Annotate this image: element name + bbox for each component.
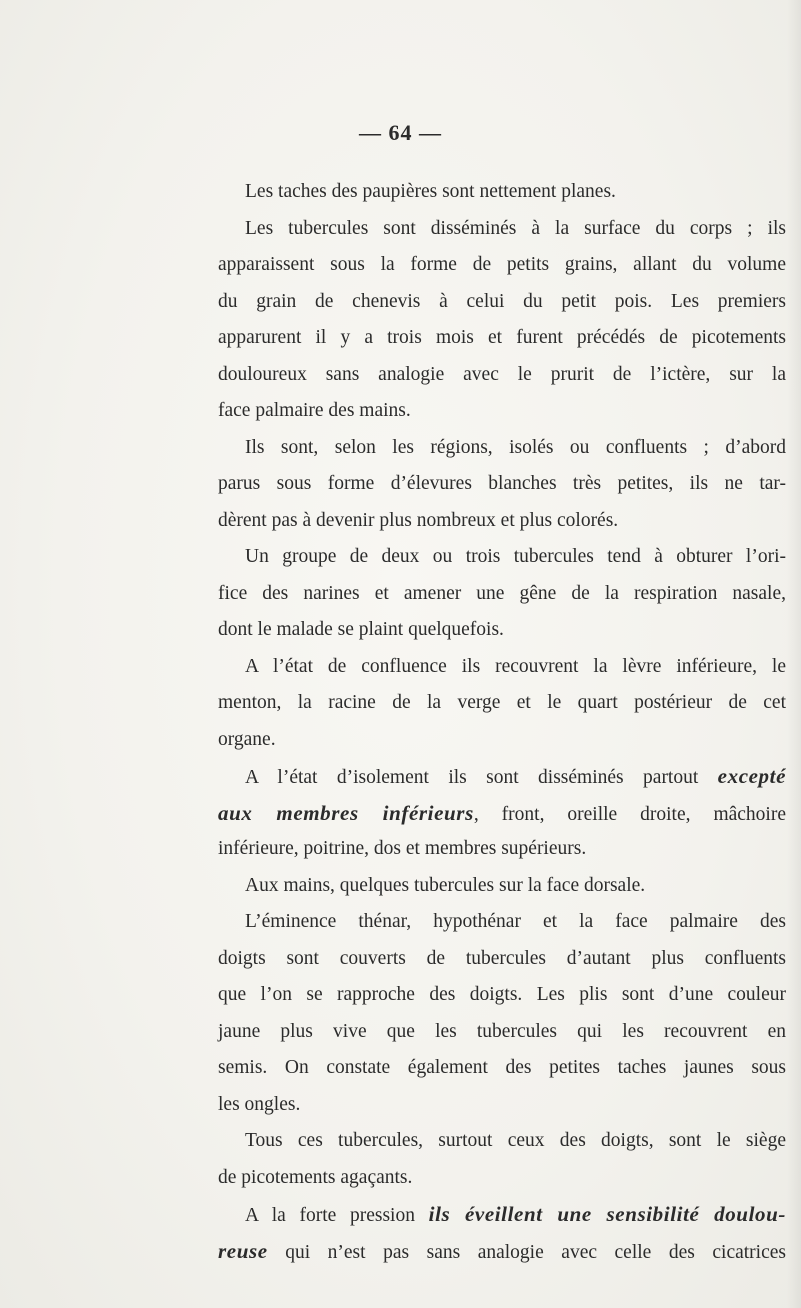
text-line — [218, 831, 786, 868]
text-line — [218, 685, 786, 722]
text-segment: dèrent pas à devenir plus nombreux et plus colorés. — [218, 509, 619, 531]
text-segment: Les tubercules sont disséminés à la surface du corps ; ils — [245, 217, 786, 239]
text-segment: A l’état d’isolement ils sont disséminés partout — [245, 767, 718, 788]
text-segment: les ongles. — [218, 1093, 301, 1115]
italic-segment: aux membres inférieurs — [218, 800, 474, 825]
text-line — [218, 612, 786, 649]
text-segment: inférieure, poitrine, dos et membres supérieurs. — [218, 838, 587, 859]
text-segment: que l’on se rapproche des doigts. Les plis sont d’une couleur — [218, 984, 786, 1005]
text-segment: A la forte pression — [245, 1205, 429, 1226]
text-segment: doigts sont couverts de tubercules d’autant plus confluents — [218, 947, 786, 969]
text-line — [218, 868, 786, 905]
text-segment: qui n’est pas sans analogie avec celle des cicatrices — [267, 1241, 786, 1263]
text-line — [218, 393, 786, 430]
text-segment: jaune plus vive que les tubercules qui les recouvrent en — [218, 1020, 786, 1042]
text-line — [218, 758, 786, 795]
text-segment: du grain de chenevis à celui du petit pois. Les premiers — [218, 290, 786, 312]
text-segment: apparurent il y a trois mois et furent précédés de picotements — [218, 327, 786, 348]
text-segment: apparaissent sous la forme de petits grains, allant du volume — [218, 254, 786, 275]
text-line — [218, 503, 786, 540]
text-segment: fice des narines et amener une gêne de la respiration nasale, — [218, 582, 786, 604]
text-line — [218, 1196, 786, 1233]
text-line — [218, 576, 786, 613]
text-segment: dont le malade se plaint quelquefois. — [218, 619, 504, 640]
italic-segment: excepté — [717, 764, 786, 788]
text-line — [218, 211, 786, 248]
text-segment: , front, oreille droite, mâchoire — [473, 803, 786, 825]
text-segment: Tous ces tubercules, surtout ceux des doigts, sont le siège — [245, 1130, 786, 1151]
text-segment: semis. On constate également des petites taches jaunes sous — [218, 1057, 786, 1078]
text-segment: douloureux sans analogie avec le prurit de l’ictère, sur la — [218, 363, 786, 385]
text-line — [218, 357, 786, 394]
text-segment: de picotements agaçants. — [218, 1166, 413, 1188]
body-text — [218, 174, 786, 1269]
text-line — [218, 430, 786, 467]
text-line — [218, 977, 786, 1014]
text-line — [218, 1123, 786, 1160]
text-segment: Un groupe de deux ou trois tubercules tend à obturer l’ori- — [245, 546, 786, 567]
text-line — [218, 466, 786, 503]
text-line — [218, 320, 786, 357]
text-segment: Aux mains, quelques tubercules sur la face dorsale. — [245, 874, 646, 896]
text-segment: organe. — [218, 728, 276, 750]
text-segment: parus sous forme d’élevures blanches très petites, ils ne tar- — [218, 473, 786, 494]
italic-segment: ils éveillent une sensibilité doulou- — [428, 1202, 786, 1226]
text-line — [218, 649, 786, 686]
text-line — [218, 174, 786, 211]
text-line — [218, 904, 786, 941]
italic-segment: reuse — [218, 1238, 268, 1263]
text-line — [218, 1233, 786, 1270]
text-segment: face palmaire des mains. — [218, 400, 411, 421]
text-line — [218, 1050, 786, 1087]
page-edge-shadow — [787, 0, 801, 1308]
text-segment: Les taches des paupières sont nettement planes. — [245, 181, 616, 202]
text-segment: Ils sont, selon les régions, isolés ou confluents ; d’abord — [245, 436, 786, 458]
text-line — [218, 1014, 786, 1051]
text-line — [218, 1087, 786, 1124]
text-segment: menton, la racine de la verge et le quart postérieur de cet — [218, 692, 786, 713]
text-line — [218, 1160, 786, 1197]
text-segment: L’éminence thénar, hypothénar et la face palmaire des — [245, 911, 786, 932]
text-line — [218, 795, 786, 832]
text-segment: A l’état de confluence ils recouvrent la lèvre inférieure, le — [245, 655, 786, 677]
text-line — [218, 247, 786, 284]
text-line — [218, 284, 786, 321]
text-line — [218, 539, 786, 576]
text-line — [218, 722, 786, 759]
text-line — [218, 941, 786, 978]
page-number: — 64 — — [359, 120, 442, 145]
